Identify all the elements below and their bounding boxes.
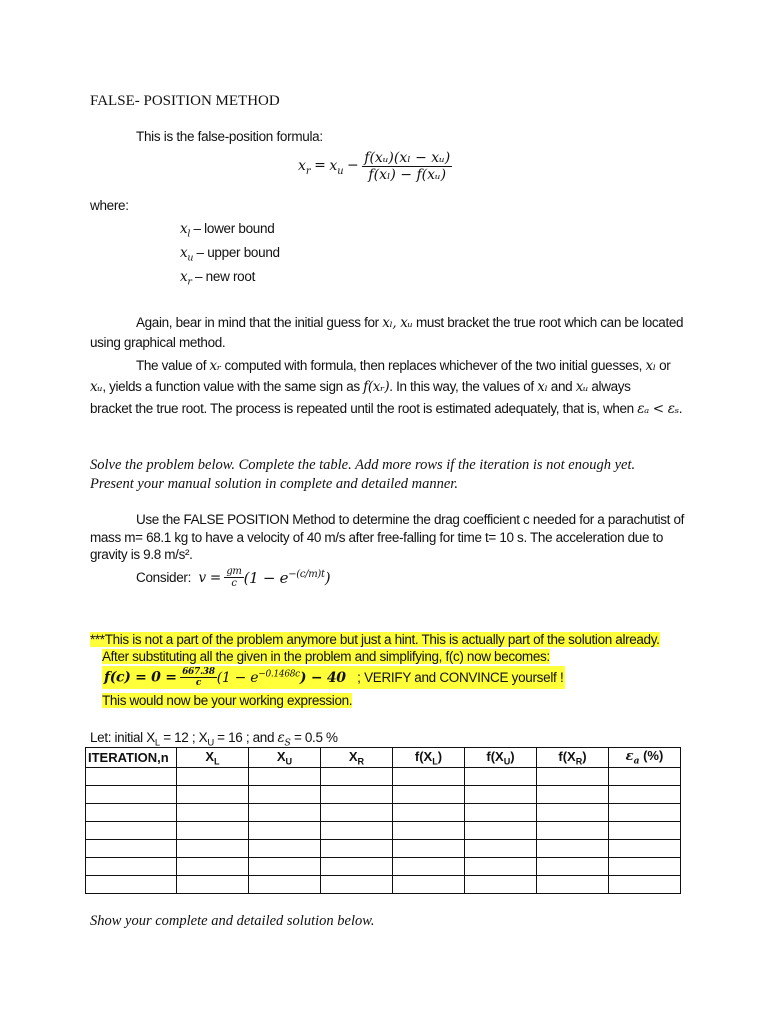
table-cell (465, 803, 537, 821)
table-cell (537, 857, 609, 875)
instructions-line-2: Present your manual solution in complete and detailed manner. (90, 476, 458, 492)
table-cell (465, 785, 537, 803)
table-cell (177, 821, 249, 839)
where-label: where: (90, 198, 129, 213)
hint-line-2: After substituting all the given in the problem and simplifying, f(c) now becomes: (102, 649, 550, 664)
table-header-row (86, 748, 681, 768)
table-cell (393, 857, 465, 875)
table-cell (177, 857, 249, 875)
table-cell (609, 767, 681, 785)
definition-new-root: $x_r$ – new root (180, 269, 256, 288)
table-cell (465, 857, 537, 875)
table-cell (321, 857, 393, 875)
hint-equation: f(c) = 0 = $\frac{667.38}{c}$ $(1 - e^{-0.1468c}) - 40$ ; VERIFY and CONVINCE yourself ! (104, 667, 564, 688)
table-cell (393, 875, 465, 893)
table-cell (86, 839, 177, 857)
table-cell (86, 785, 177, 803)
instructions-line-1: Solve the problem below. Complete the table. Add more rows if the iteration is not enough yet. (90, 457, 636, 473)
table-cell (86, 803, 177, 821)
col-xu: $X_U$ (249, 748, 321, 768)
table-cell (465, 875, 537, 893)
table-cell (393, 821, 465, 839)
hint-line-4: This would now be your working expression. (102, 693, 353, 708)
table-cell (249, 875, 321, 893)
paragraph-2-line-1: The value of xᵣ computed with formula, then replaces whichever of the two initial guesses, xₗ or (136, 358, 671, 374)
table-cell (609, 821, 681, 839)
table-cell (537, 839, 609, 857)
col-fxl: $f(X_L)$ (393, 748, 465, 768)
paragraph-2-line-2: xᵤ, yields a function value with the same sign as f(xᵣ). In this way, the values of xₗ and xᵤ always (90, 379, 631, 395)
table-cell (86, 857, 177, 875)
table-cell (609, 785, 681, 803)
table-cell (537, 875, 609, 893)
table-cell (249, 857, 321, 875)
table-cell (321, 821, 393, 839)
col-xl: $X_L$ (177, 748, 249, 768)
table-cell (177, 767, 249, 785)
table-row (86, 803, 681, 821)
col-fxu: $f(X_U)$ (465, 748, 537, 768)
table-cell (321, 839, 393, 857)
table-cell (86, 875, 177, 893)
problem-line-1: Use the FALSE POSITION Method to determine the drag coefficient c needed for a parachutist of (136, 512, 685, 527)
hint-line-1: ***This is not a part of the problem anymore but just a hint. This is actually part of the solution already. (90, 632, 660, 647)
table-row (86, 857, 681, 875)
table-cell (465, 821, 537, 839)
consider-equation: Consider: v = $\frac{gm}{c}$ $(1 - e^{-(c/m)t})$ (136, 566, 331, 589)
definition-lower: $x_l$ – lower bound (180, 221, 275, 240)
table-cell (537, 785, 609, 803)
table-cell (537, 821, 609, 839)
problem-line-2: mass m= 68.1 kg to have a velocity of 40 m/s after free-falling for time t= 10 s. The acceleration due to (90, 530, 664, 545)
col-iteration: ITERATION,n (86, 748, 177, 768)
table-row (86, 785, 681, 803)
table-cell (249, 821, 321, 839)
paragraph-1-line-1: Again, bear in mind that the initial guess for xₗ, xᵤ must bracket the true root which can be located (136, 315, 684, 331)
paragraph-1-line-2: using graphical method. (90, 335, 226, 350)
initial-values: Let: initial $X_L = 12$ ; $X_U = 16$ ; and $\varepsilon_S = 0.5$ % (90, 730, 338, 749)
table-row (86, 767, 681, 785)
table-cell (249, 803, 321, 821)
table-cell (86, 767, 177, 785)
col-fxr: $f(X_R)$ (537, 748, 609, 768)
table-cell (609, 875, 681, 893)
table-cell (465, 839, 537, 857)
page-title: FALSE- POSITION METHOD (90, 93, 280, 109)
paragraph-2-line-3: bracket the true root. The process is repeated until the root is estimated adequately, that is, when εₐ < εₛ. (90, 401, 683, 417)
table-cell (393, 767, 465, 785)
table-cell (609, 857, 681, 875)
table-row (86, 875, 681, 893)
table-cell (609, 803, 681, 821)
table-cell (393, 839, 465, 857)
table-cell (86, 821, 177, 839)
table-cell (177, 785, 249, 803)
table-cell (321, 767, 393, 785)
table-cell (177, 803, 249, 821)
table-cell (537, 767, 609, 785)
table-row (86, 839, 681, 857)
table-cell (393, 785, 465, 803)
col-error: $\varepsilon_a$ (%) (609, 748, 681, 768)
table-cell (321, 875, 393, 893)
table-row (86, 821, 681, 839)
false-position-formula: $x_r = x_u$ − $\frac{\text{f(xᵤ)(xₗ − xᵤ)}}{\text{f(xₗ) − f(xᵤ)}}$ (298, 150, 451, 183)
definition-upper: $x_u$ – upper bound (180, 245, 280, 264)
intro-text: This is the false-position formula: (136, 129, 323, 144)
col-xr: $X_R$ (321, 748, 393, 768)
table-cell (321, 803, 393, 821)
table-cell (249, 839, 321, 857)
iteration-table (85, 747, 681, 894)
table-cell (465, 767, 537, 785)
table-cell (537, 803, 609, 821)
table-cell (609, 839, 681, 857)
table-cell (249, 785, 321, 803)
table-cell (249, 767, 321, 785)
table-cell (321, 785, 393, 803)
table-cell (393, 803, 465, 821)
problem-line-3: gravity is 9.8 m/s². (90, 547, 193, 562)
table-cell (177, 839, 249, 857)
table-cell (177, 875, 249, 893)
footer-instruction: Show your complete and detailed solution below. (90, 913, 375, 929)
